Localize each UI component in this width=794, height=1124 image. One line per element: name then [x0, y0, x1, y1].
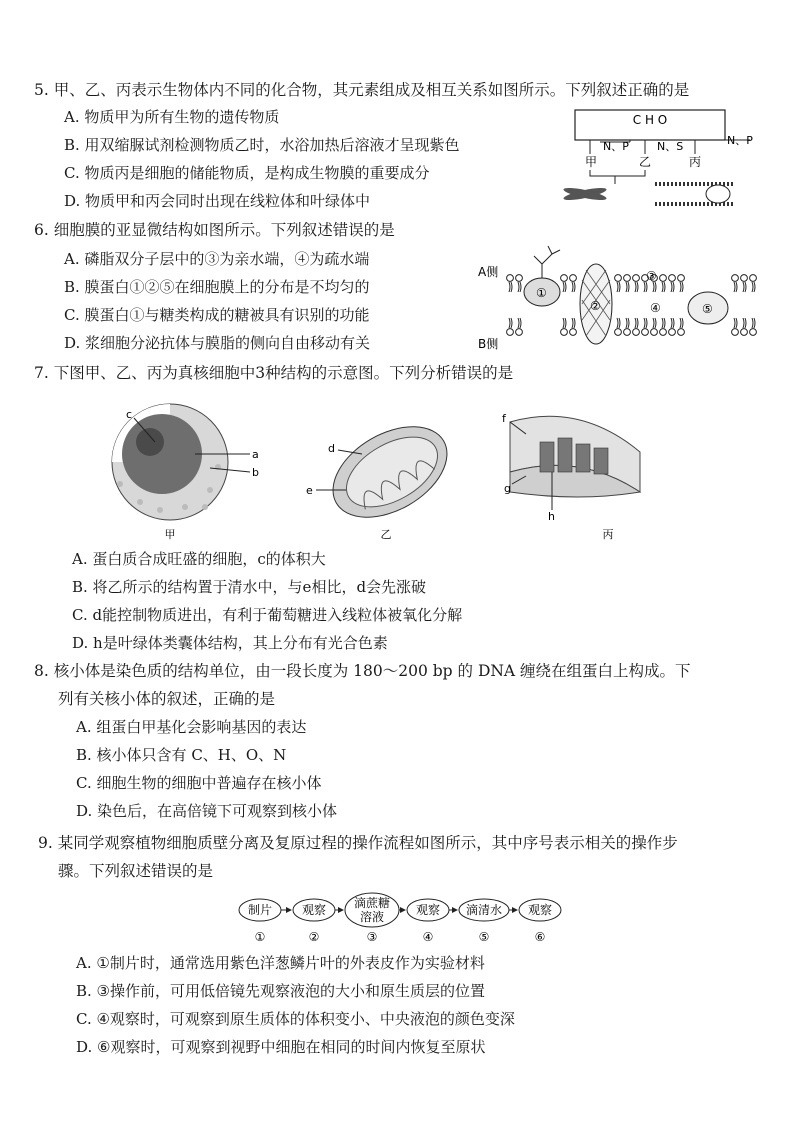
lipid-head	[615, 329, 622, 336]
q8-option-a[interactable]: A. 组蛋白甲基化会影响基因的表达	[76, 718, 307, 736]
q9-option-a[interactable]: A. ①制片时，通常选用紫色洋葱鳞片叶的外表皮作为实验材料	[76, 954, 485, 972]
side-b-label: B侧	[478, 337, 499, 351]
lipid-tail	[653, 282, 656, 292]
step-2: 观察	[301, 903, 327, 917]
q7-organelle-figure	[100, 392, 660, 548]
lipid-tail	[518, 282, 521, 292]
q7-option-a[interactable]: A. 蛋白质合成旺盛的细胞，c的体积大	[72, 550, 326, 568]
lipid-tail	[626, 318, 629, 328]
lipid-head	[669, 275, 676, 282]
num-3: ③	[366, 930, 378, 944]
num-6: ⑥	[534, 930, 546, 944]
lipid-head	[633, 329, 640, 336]
q9-stem-line1: 9. 某同学观察植物细胞质壁分离及复原过程的操作流程如图所示，其中序号表示相关的操作步	[38, 834, 678, 852]
q6-option-d[interactable]: D. 浆细胞分泌抗体与膜脂的侧向自由移动有关	[64, 334, 371, 352]
q6-option-b[interactable]: B. 膜蛋白①②⑤在细胞膜上的分布是不均匀的	[64, 278, 370, 296]
step-6: 观察	[527, 903, 553, 917]
q8-stem-line2: 列有关核小体的叙述，正确的是	[58, 690, 276, 708]
mitochondrion-figure	[306, 408, 463, 541]
lipid-head	[750, 329, 757, 336]
lipid-tail	[635, 318, 638, 328]
lipid-tail	[680, 282, 683, 292]
q9-flowchart	[236, 890, 566, 946]
q6-stem: 6. 细胞膜的亚显微结构如图所示。下列叙述错误的是	[34, 221, 395, 239]
lipid-head	[678, 275, 685, 282]
label-yi: 乙	[639, 155, 652, 169]
lipid-tail	[752, 282, 755, 292]
lipid-head	[669, 329, 676, 336]
svg-text:①: ①	[536, 286, 547, 300]
lipid-head	[516, 275, 523, 282]
mid-add: N、S	[657, 140, 684, 153]
q6-membrane-diagram	[476, 240, 766, 358]
lipid-head	[750, 275, 757, 282]
lipid-tail	[743, 282, 746, 292]
q8-option-b[interactable]: B. 核小体只含有 C、H、O、N	[76, 746, 287, 764]
label-a: a	[252, 448, 259, 461]
element-cho: C H O	[632, 113, 668, 127]
chloroplast-figure	[502, 412, 640, 541]
caption-jia: 甲	[164, 528, 176, 541]
q8-option-d[interactable]: D. 染色后，在高倍镜下可观察到核小体	[76, 802, 338, 820]
lipid-tail	[671, 282, 674, 292]
lipid-tail	[671, 318, 674, 328]
lipid-tail	[752, 318, 755, 328]
num-4: ④	[422, 930, 434, 944]
q5-option-a[interactable]: A. 物质甲为所有生物的遗传物质	[64, 108, 280, 126]
lipid-tail	[572, 282, 575, 292]
lipid-head	[624, 275, 631, 282]
q9-option-c[interactable]: C. ④观察时，可观察到原生质体的体积变小、中央液泡的颜色变深	[76, 1010, 515, 1028]
lipid-head	[570, 329, 577, 336]
lipid-head	[741, 329, 748, 336]
q9-option-d[interactable]: D. ⑥观察时，可观察到视野中细胞在相同的时间内恢复至原状	[76, 1038, 486, 1056]
lipid-head	[507, 275, 514, 282]
lipid-head	[642, 329, 649, 336]
step-3: 滴蔗糖	[353, 896, 391, 910]
lipid-tail	[680, 318, 683, 328]
lipid-tail	[662, 282, 665, 292]
nucleus-figure	[112, 404, 259, 541]
step-1: 制片	[247, 903, 273, 917]
membrane-icon	[655, 184, 735, 204]
num-1: ①	[254, 930, 266, 944]
protein-2	[580, 264, 612, 344]
lipid-head	[570, 275, 577, 282]
lipid-head	[561, 329, 568, 336]
lipid-head	[732, 275, 739, 282]
label-b: b	[252, 466, 259, 479]
lipid-tail	[734, 318, 737, 328]
label-d: d	[328, 442, 335, 455]
left-add: N、P	[603, 140, 629, 153]
q5-element-diagram	[555, 104, 765, 214]
lipid-head	[633, 275, 640, 282]
q6-option-c[interactable]: C. 膜蛋白①与糖类构成的糖被具有识别的功能	[64, 306, 370, 324]
step-3-line2: 溶液	[359, 910, 385, 924]
lipid-tail	[563, 318, 566, 328]
lipid-head	[561, 275, 568, 282]
q8-stem-line1: 8. 核小体是染色质的结构单位，由一段长度为 180～200 bp 的 DNA 缠绕在组蛋白上构成。下	[34, 662, 691, 680]
lipid-tail	[743, 318, 746, 328]
svg-text:②: ②	[590, 299, 601, 313]
lipid-tail	[626, 282, 629, 292]
protein-5	[688, 292, 728, 324]
label-h: h	[548, 510, 555, 523]
label-bing: 丙	[689, 155, 702, 169]
q7-option-c[interactable]: C. d能控制物质进出，有利于葡萄糖进入线粒体被氧化分解	[72, 606, 463, 624]
lipid-tail	[644, 282, 647, 292]
q8-option-c[interactable]: C. 细胞生物的细胞中普遍存在核小体	[76, 774, 322, 792]
lipid-head	[741, 275, 748, 282]
label-g: g	[504, 482, 511, 495]
lipid-head	[651, 329, 658, 336]
step-5: 滴清水	[465, 903, 503, 917]
label-f: f	[502, 412, 506, 425]
num-2: ②	[308, 930, 320, 944]
lipid-tail	[635, 282, 638, 292]
lipid-tail	[653, 318, 656, 328]
lipid-head	[660, 329, 667, 336]
caption-bing: 丙	[602, 528, 614, 541]
lipid-head	[615, 275, 622, 282]
q5-option-b[interactable]: B. 用双缩脲试剂检测物质乙时，水浴加热后溶液才呈现紫色	[64, 136, 460, 154]
q5-stem: 5. 甲、乙、丙表示生物体内不同的化合物，其元素组成及相互关系如图所示。下列叙述正确的是	[34, 81, 690, 99]
chromosome-icon	[563, 186, 608, 203]
lipid-tail	[617, 318, 620, 328]
q7-stem: 7. 下图甲、乙、丙为真核细胞中3种结构的示意图。下列分析错误的是	[34, 364, 514, 382]
side-a-label: A侧	[478, 265, 499, 279]
q9-option-b[interactable]: B. ③操作前，可用低倍镜先观察液泡的大小和原生质层的位置	[76, 982, 486, 1000]
label-3: ③	[646, 269, 657, 283]
svg-text:⑤: ⑤	[702, 302, 713, 316]
lipid-tail	[509, 318, 512, 328]
lipid-tail	[572, 318, 575, 328]
lipid-tail	[518, 318, 521, 328]
lipid-tail	[662, 318, 665, 328]
lipid-head	[660, 275, 667, 282]
num-5: ⑤	[478, 930, 490, 944]
lipid-tail	[563, 282, 566, 292]
lipid-head	[507, 329, 514, 336]
label-4: ④	[650, 301, 661, 315]
q5-option-d[interactable]: D. 物质甲和丙会同时出现在线粒体和叶绿体中	[64, 192, 371, 210]
q7-option-d[interactable]: D. h是叶绿体类囊体结构，其上分布有光合色素	[72, 634, 388, 652]
lipid-tail	[734, 282, 737, 292]
q5-option-c[interactable]: C. 物质丙是细胞的储能物质，是构成生物膜的重要成分	[64, 164, 430, 182]
lipid-tail	[509, 282, 512, 292]
q9-stem-line2: 骤。下列叙述错误的是	[58, 862, 214, 880]
lipid-head	[732, 329, 739, 336]
step-4: 观察	[415, 903, 441, 917]
lipid-head	[678, 329, 685, 336]
q6-option-a[interactable]: A. 磷脂双分子层中的③为亲水端，④为疏水端	[64, 250, 370, 268]
q7-option-b[interactable]: B. 将乙所示的结构置于清水中，与e相比，d会先涨破	[72, 578, 427, 596]
right-add: N、P	[727, 134, 753, 147]
lipid-tail	[617, 282, 620, 292]
label-c: c	[126, 408, 133, 421]
label-jia: 甲	[585, 155, 598, 169]
label-e: e	[306, 484, 313, 497]
lipid-tail	[644, 318, 647, 328]
caption-yi: 乙	[380, 528, 392, 541]
lipid-head	[624, 329, 631, 336]
lipid-head	[516, 329, 523, 336]
protein-1	[524, 246, 560, 306]
